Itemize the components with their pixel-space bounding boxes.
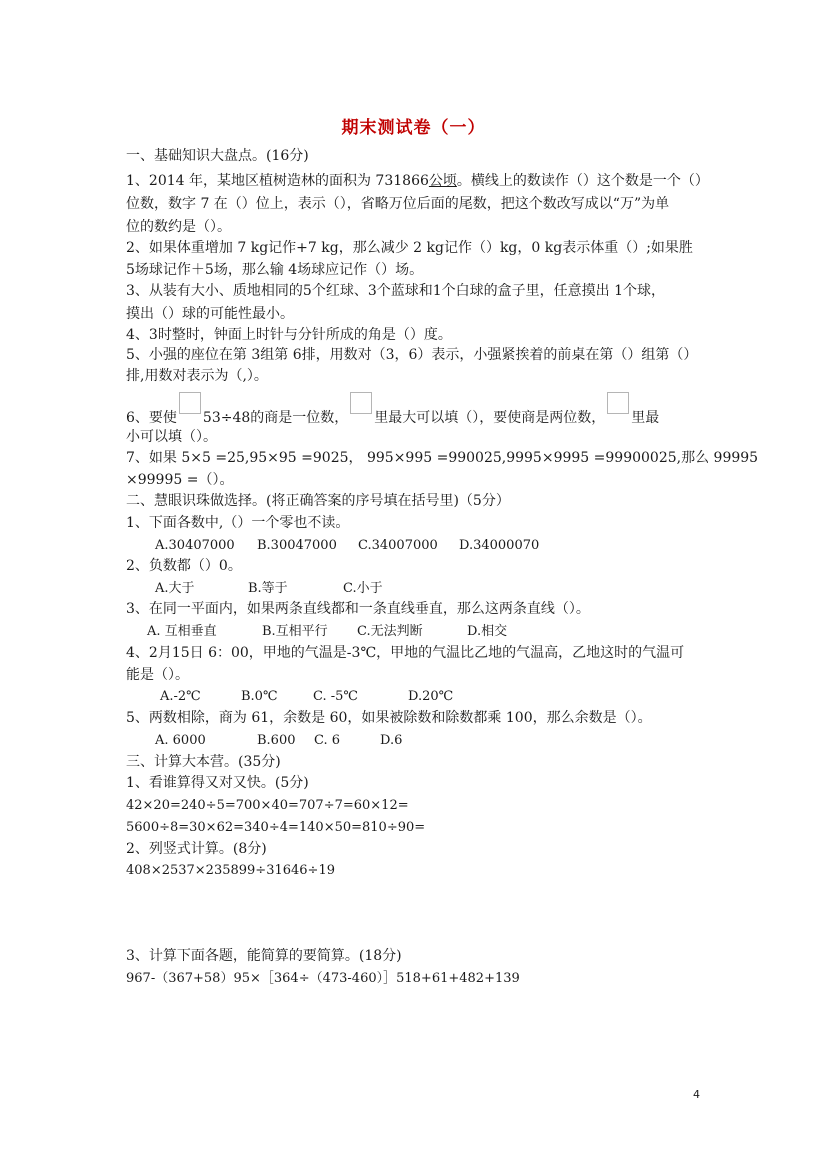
question-4: 4、3时整时，钟面上时针与分针所成的角是（）度。 xyxy=(126,327,452,343)
question-7-line-2: ×99995 =（）。 xyxy=(126,472,234,488)
section-1-heading: 一、基础知识大盘点。(16分) xyxy=(126,148,309,164)
choice-1-option-d: D.34000070 xyxy=(459,538,540,553)
page-title: 期末测试卷（一） xyxy=(341,118,486,138)
choice-1-option-c: C.34007000 xyxy=(358,538,438,553)
question-5-line-2: 排,用数对表示为（,）。 xyxy=(126,368,268,384)
question-2-line-1: 2、如果体重增加 7 kg记作+7 kg，那么减少 2 kg记作（）kg，0 kg表示体重（）;如果胜 xyxy=(126,240,693,256)
question-7-line-1: 7、如果 5×5 =25,95×95 =9025， 995×995 =990025,9995×9995 =99900025,那么 99995 xyxy=(126,450,759,466)
answer-box[interactable] xyxy=(179,392,201,414)
question-1-text-a: 1、2014 年，某地区植树造林的面积为 731866 xyxy=(126,173,429,189)
choice-3-option-a: A. 互相垂直 xyxy=(147,624,217,639)
choice-4-option-b: B.0℃ xyxy=(241,689,278,704)
question-5-line-1: 5、小强的座位在第 3组第 6排，用数对（3，6）表示，小强紧挨着的前桌在第（）组第（） xyxy=(126,347,698,363)
choice-2-option-c: C.小于 xyxy=(343,581,383,596)
choice-1-option-b: B.30047000 xyxy=(257,538,337,553)
choice-question-4-line-2: 能是（）。 xyxy=(126,667,189,683)
choice-question-2: 2、负数都（）0。 xyxy=(126,558,242,574)
choice-question-3: 3、在同一平面内，如果两条直线都和一条直线垂直，那么这两条直线（）。 xyxy=(126,601,590,617)
choice-4-option-d: D.20℃ xyxy=(408,689,454,704)
choice-5-option-c: C. 6 xyxy=(314,733,341,748)
section-2-heading: 二、慧眼识珠做选择。(将正确答案的序号填在括号里)（5分） xyxy=(126,493,510,509)
choice-5-option-a: A. 6000 xyxy=(155,733,206,748)
calc-sub-2-heading: 2、列竖式计算。(8分) xyxy=(126,841,267,857)
answer-box[interactable] xyxy=(607,392,629,414)
choice-1-option-a: A.30407000 xyxy=(155,538,235,553)
question-1-line-3: 位的数约是（）。 xyxy=(126,219,231,235)
choice-4-option-c: C. -5℃ xyxy=(313,689,358,704)
choice-question-1: 1、下面各数中,（）一个零也不读。 xyxy=(126,515,350,531)
calc-sub-3-line: 967-（367+58）95×［364÷（473-460）］518+61+482+139 xyxy=(126,971,520,986)
question-3-line-2: 摸出（）球的可能性最小。 xyxy=(126,306,294,322)
question-3-line-1: 3、从装有大小、质地相同的5个红球、3个蓝球和1个白球的盒子里，任意摸出 1个球， xyxy=(126,283,665,299)
choice-3-option-d: D.相交 xyxy=(467,624,508,639)
calc-sub-3-heading: 3、计算下面各题，能简算的要简算。(18分) xyxy=(126,948,402,964)
question-6-text-d: 里最 xyxy=(631,410,660,426)
answer-box[interactable] xyxy=(350,392,372,414)
choice-5-option-b: B.600 xyxy=(257,733,296,748)
question-1-line-1 xyxy=(126,172,709,190)
choice-question-4-line-1: 4、2月15日 6：00，甲地的气温是-3℃，甲地的气温比乙地的气温高，乙地这时的气温可 xyxy=(126,645,685,661)
calc-sub-1-line-1: 42×20=240÷5=700×40=707÷7=60×12= xyxy=(126,798,409,813)
choice-4-option-a: A.-2℃ xyxy=(160,689,201,704)
choice-2-option-a: A.大于 xyxy=(155,581,195,596)
question-2-line-2: 5场球记作＋5场，那么输 4场球应记作（）场。 xyxy=(126,262,424,278)
question-6-text-b: 53÷48的商是一位数， xyxy=(202,410,349,426)
choice-2-option-b: B.等于 xyxy=(248,581,288,596)
page-number: 4 xyxy=(693,1088,700,1101)
calc-sub-2-line: 408×2537×235899÷31646÷19 xyxy=(126,863,335,878)
choice-question-5: 5、两数相除，商为 61，余数是 60，如果被除数和除数都乘 100，那么余数是（）。 xyxy=(126,710,652,726)
question-1-unit-underlined: 公顷 xyxy=(428,173,457,189)
question-6-line-2: 小可以填（）。 xyxy=(126,429,217,445)
question-6-line-1 xyxy=(126,402,659,427)
question-1-line-2: 位数，数字 7 在（）位上，表示（），省略万位后面的尾数，把这个数改写成以“万”为单 xyxy=(126,196,670,212)
calc-sub-1-line-2: 5600÷8=30×62=340÷4=140×50=810÷90= xyxy=(126,820,426,835)
section-3-heading: 三、计算大本营。(35分) xyxy=(126,754,281,770)
question-6-text-a: 6、要使 xyxy=(126,410,177,426)
choice-3-option-c: C.无法判断 xyxy=(357,624,423,639)
calc-sub-1-heading: 1、看谁算得又对又快。(5分) xyxy=(126,775,309,791)
question-6-text-c: 里最大可以填（），要使商是两位数， xyxy=(374,410,606,426)
choice-5-option-d: D.6 xyxy=(380,733,403,748)
choice-3-option-b: B.互相平行 xyxy=(262,624,328,639)
question-1-text-b: 。横线上的数读作（）这个数是一个（） xyxy=(456,173,709,189)
